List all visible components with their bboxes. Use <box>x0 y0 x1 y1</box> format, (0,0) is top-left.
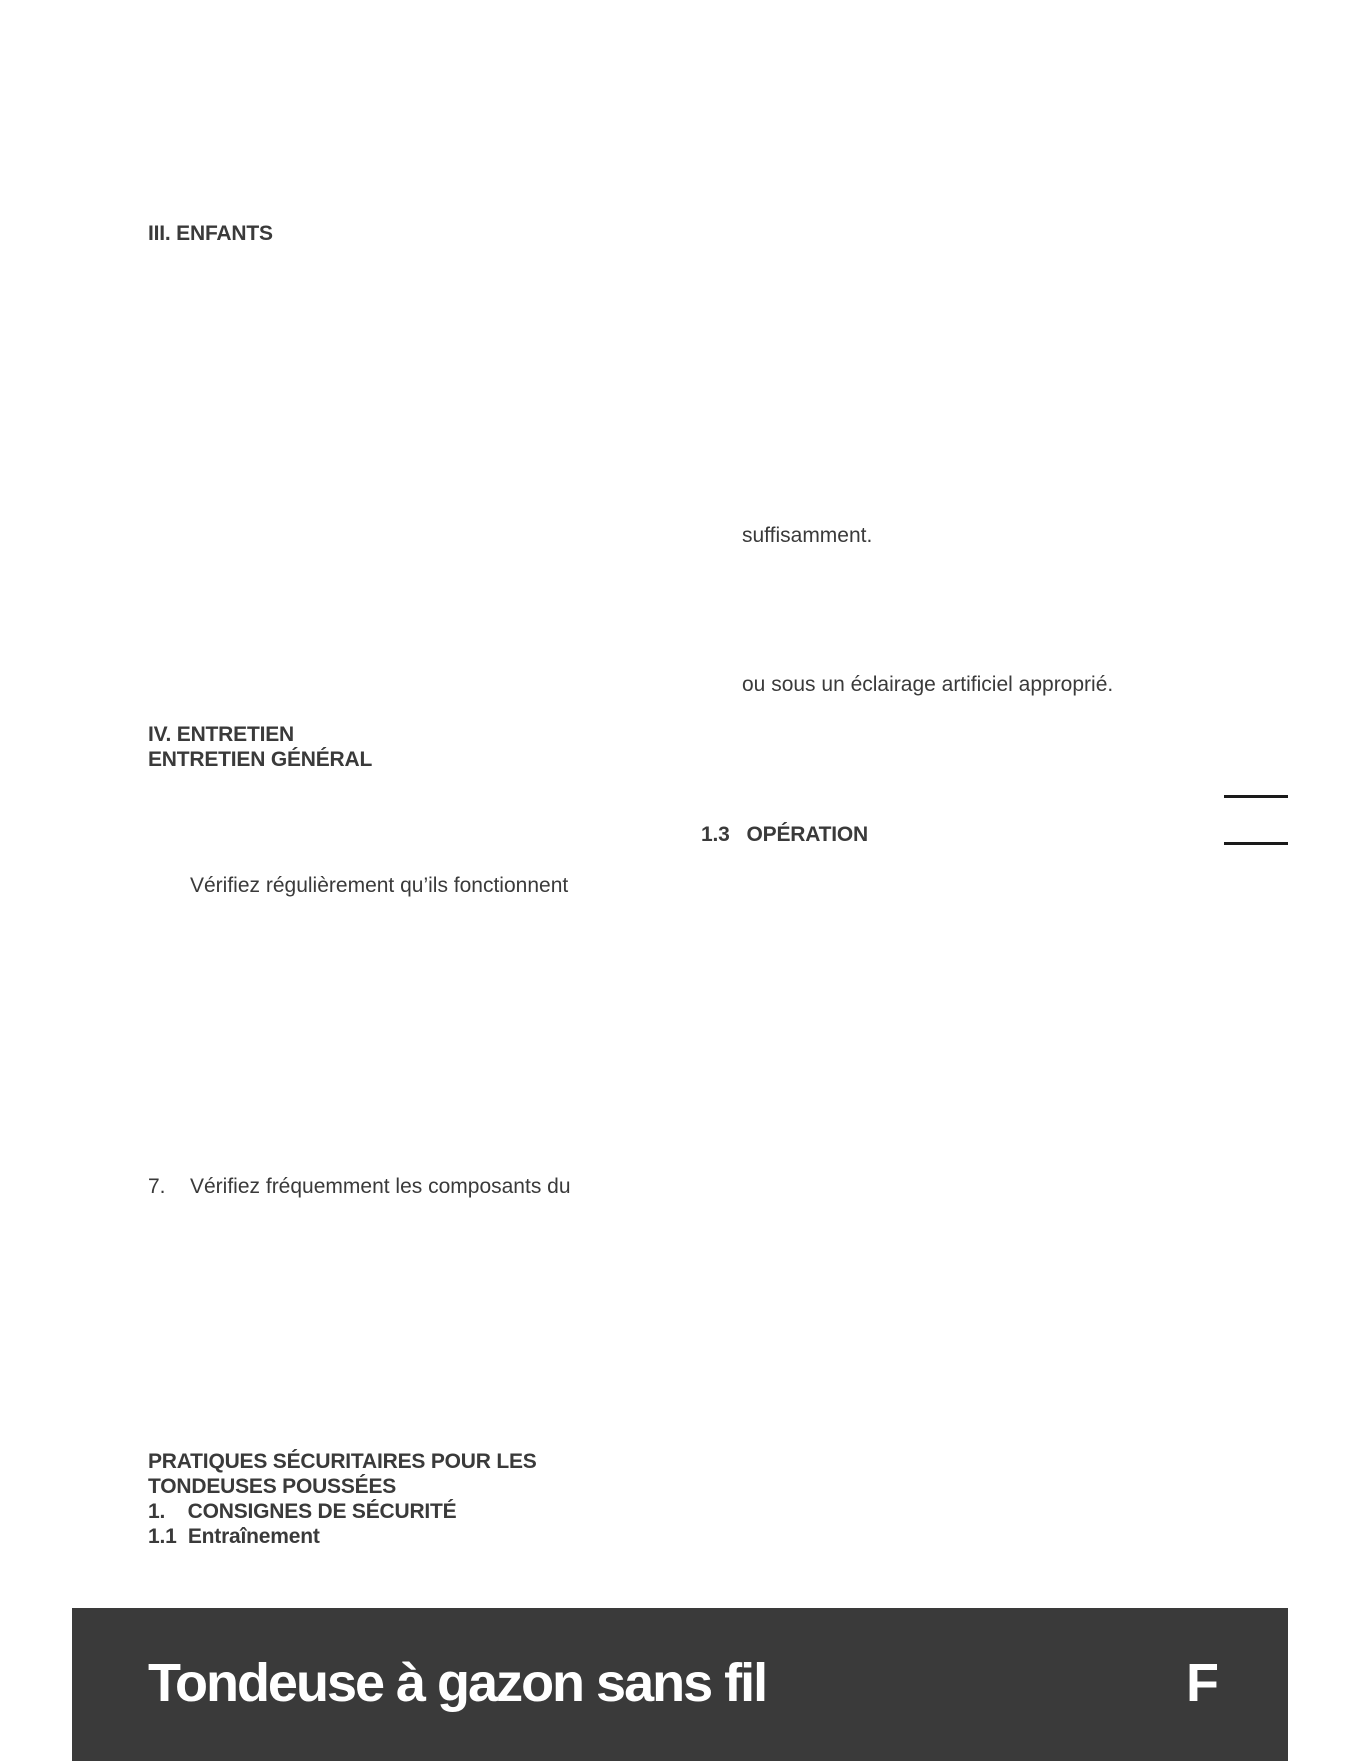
language-letter: F <box>1186 1653 1219 1713</box>
operation-heading: 1.3 OPÉRATION <box>701 823 868 846</box>
safety-instructions-heading: 1. CONSIGNES DE SÉCURITÉ <box>148 1500 457 1523</box>
training-heading: 1.1 Entraînement <box>148 1525 320 1548</box>
artificial-lighting-text: ou sous un éclairage artificiel approprié. <box>742 673 1114 696</box>
general-maintenance-heading: ENTRETIEN GÉNÉRAL <box>148 748 373 771</box>
sufficiently-text: suffisamment. <box>742 524 873 547</box>
margin-tab-rule-top <box>1224 795 1288 798</box>
safety-practices-heading-line1: PRATIQUES SÉCURITAIRES POUR LES <box>148 1450 537 1473</box>
safety-practices-block <box>148 1449 537 1549</box>
list-item-7-number: 7. <box>148 1175 166 1198</box>
list-item-7 <box>148 1174 571 1199</box>
safety-practices-heading-line2: TONDEUSES POUSSÉES <box>148 1475 397 1498</box>
product-title: Tondeuse à gazon sans fil <box>148 1653 767 1713</box>
margin-tab-rule-bottom <box>1224 842 1288 845</box>
section-heading-maintenance <box>148 722 372 772</box>
list-item-7-text: Vérifiez fréquemment les composants du <box>190 1175 571 1198</box>
section-heading-children: III. ENFANTS <box>148 222 273 245</box>
footer-band <box>72 1608 1288 1761</box>
check-regularly-text: Vérifiez régulièrement qu’ils fonctionnent <box>190 874 569 897</box>
maintenance-heading: IV. ENTRETIEN <box>148 723 294 746</box>
